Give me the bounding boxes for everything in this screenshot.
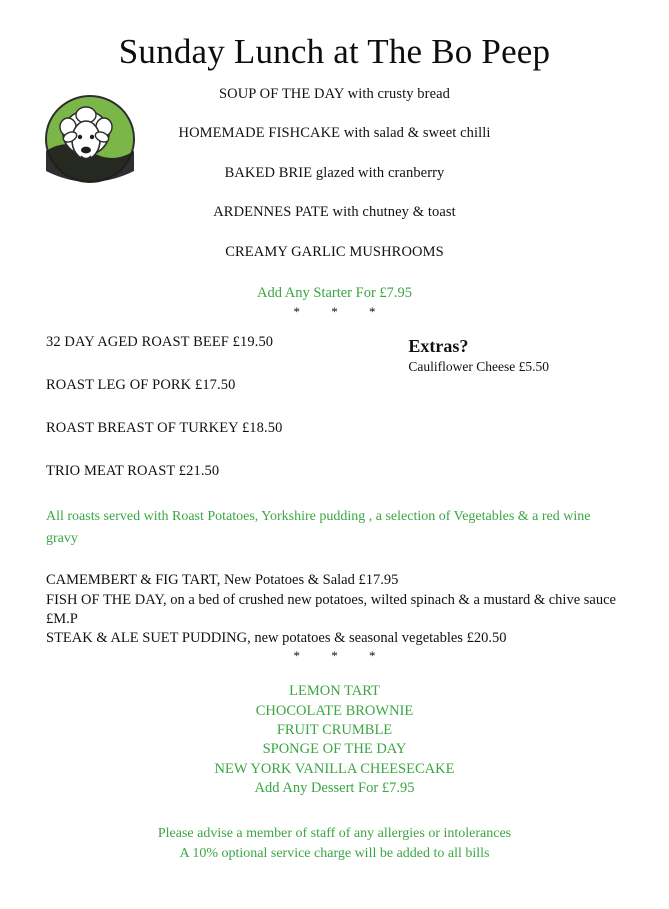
starter-item: BAKED BRIE glazed with cranberry [224,164,445,181]
page-title: Sunday Lunch at The Bo Peep [118,32,551,71]
starter-item: CREAMY GARLIC MUSHROOMS [225,243,444,260]
main-item: 32 DAY AGED ROAST BEEF £19.50 [46,333,274,350]
divider-stars-2: * * * [293,648,390,664]
special-item: STEAK & ALE SUET PUDDING, new potatoes & seasonal vegetables £20.50 [46,630,507,647]
starter-item: ARDENNES PATE with chutney & toast [213,204,456,221]
sheep-logo [42,93,138,185]
add-dessert-note: Add Any Dessert For £7.95 [254,779,415,796]
roast-note: All roasts served with Roast Potatoes, Yorkshire pudding , a selection of Vegetables & a red wine gravy [46,508,591,546]
add-starter-note: Add Any Starter For £7.95 [256,284,413,301]
footer-notes [0,824,669,865]
mains-section [0,334,669,480]
dessert-item: CHOCOLATE BROWNIE [255,702,414,719]
allergy-note: Please advise a member of staff of any allergies or intolerances [157,826,512,842]
extras-box [408,336,549,375]
main-item: TRIO MEAT ROAST £21.50 [46,462,220,479]
dessert-item: LEMON TART [289,683,380,700]
extras-item: Cauliflower Cheese £5.50 [408,358,549,374]
starter-item: HOMEMADE FISHCAKE with salad & sweet chilli [178,125,491,142]
desserts-section [0,682,669,798]
dessert-item: SPONGE OF THE DAY [262,741,407,758]
special-item: CAMEMBERT & FIG TART, New Potatoes & Salad £17.95 [46,572,399,589]
extras-title: Extras? [408,335,469,356]
dessert-item: FRUIT CRUMBLE [276,722,393,739]
specials-section [0,571,669,648]
divider-stars: * * * [293,303,390,319]
starter-item: SOUP OF THE DAY with crusty bread [218,86,450,102]
dessert-item: NEW YORK VANILLA CHEESECAKE [214,760,455,777]
service-charge-note: A 10% optional service charge will be added to all bills [179,846,490,862]
main-item: ROAST BREAST OF TURKEY £18.50 [46,419,283,436]
main-item: ROAST LEG OF PORK £17.50 [46,376,236,393]
special-item: FISH OF THE DAY, on a bed of crushed new potatoes, wilted spinach & a mustard & chive sauce £M.P [46,591,616,627]
